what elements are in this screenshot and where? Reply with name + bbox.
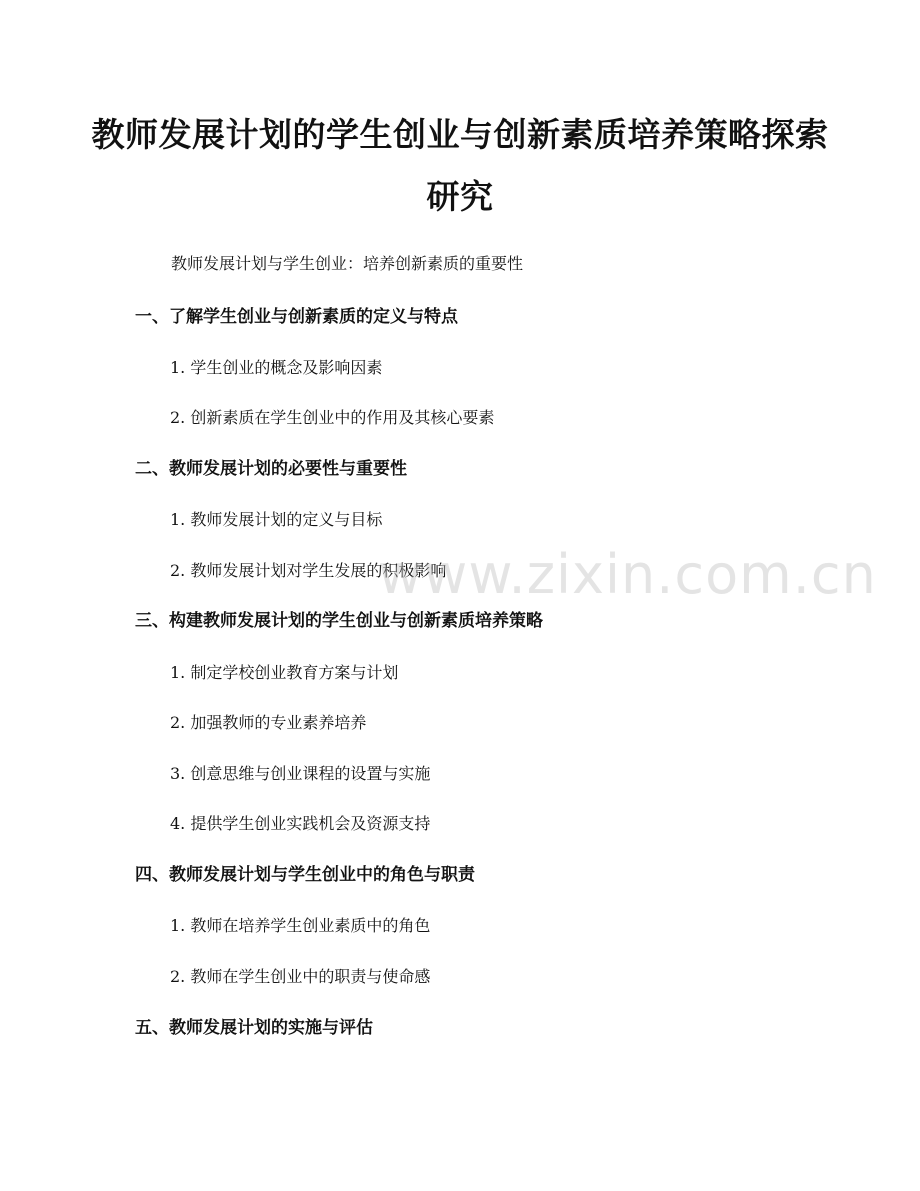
section-heading-1: 一、了解学生创业与创新素质的定义与特点 xyxy=(135,307,458,327)
section-4-item-2: 2. 教师在学生创业中的职责与使命感 xyxy=(170,967,431,986)
section-heading-3: 三、构建教师发展计划的学生创业与创新素质培养策略 xyxy=(135,611,543,631)
section-heading-5: 五、教师发展计划的实施与评估 xyxy=(135,1018,373,1038)
document-title: 教师发展计划的学生创业与创新素质培养策略探索研究 xyxy=(91,115,829,216)
section-2-item-2: 2. 教师发展计划对学生发展的积极影响 xyxy=(170,561,447,580)
watermark: www.zixin.com.cn xyxy=(378,543,877,606)
section-2-item-1: 1. 教师发展计划的定义与目标 xyxy=(170,510,383,529)
section-4-item-1: 1. 教师在培养学生创业素质中的角色 xyxy=(170,916,431,935)
section-3-item-1: 1. 制定学校创业教育方案与计划 xyxy=(170,663,399,682)
section-3-item-2: 2. 加强教师的专业素养培养 xyxy=(170,713,367,732)
intro-line: 教师发展计划与学生创业：培养创新素质的重要性 xyxy=(171,254,524,273)
section-heading-4: 四、教师发展计划与学生创业中的角色与职责 xyxy=(135,865,475,885)
section-1-item-2: 2. 创新素质在学生创业中的作用及其核心要素 xyxy=(170,408,495,427)
section-3-item-3: 3. 创意思维与创业课程的设置与实施 xyxy=(170,764,431,783)
section-heading-2: 二、教师发展计划的必要性与重要性 xyxy=(135,459,407,479)
section-1-item-1: 1. 学生创业的概念及影响因素 xyxy=(170,358,383,377)
section-3-item-4: 4. 提供学生创业实践机会及资源支持 xyxy=(170,814,431,833)
